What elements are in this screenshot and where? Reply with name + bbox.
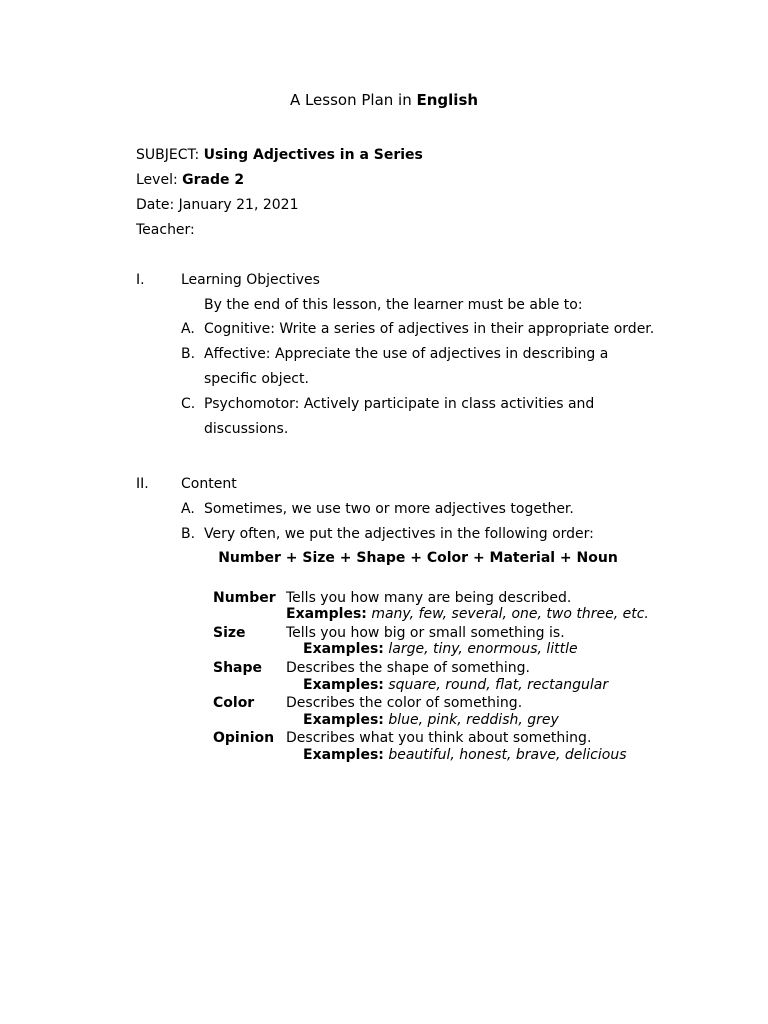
adjective-examples: Examples: beautiful, honest, brave, delicious	[303, 747, 627, 763]
document-title: A Lesson Plan in English	[289, 91, 479, 109]
objective-letter: B.	[181, 346, 196, 362]
section-1-intro: By the end of this lesson, the learner must be able to:	[204, 297, 583, 313]
section-1-heading: Learning Objectives	[181, 272, 320, 288]
adjective-description: Tells you how big or small something is.	[286, 625, 565, 641]
content-text: Sometimes, we use two or more adjectives together.	[204, 501, 574, 517]
adjective-description: Describes the shape of something.	[286, 660, 530, 676]
adjective-term: Size	[213, 625, 246, 641]
adjective-term: Number	[213, 590, 276, 606]
objective-letter: A.	[181, 321, 195, 337]
date-line: Date: January 21, 2021	[136, 197, 299, 213]
objective-text: Psychomotor: Actively participate in class activities and	[204, 396, 595, 412]
adjective-term: Opinion	[213, 730, 275, 746]
content-text: Very often, we put the adjectives in the following order:	[204, 526, 594, 542]
section-2-heading: Content	[181, 476, 237, 492]
adjective-description: Tells you how many are being described.	[286, 590, 572, 606]
objective-text: Cognitive: Write a series of adjectives in their appropriate order.	[204, 321, 655, 337]
adjective-examples: Examples: blue, pink, reddish, grey	[303, 712, 559, 728]
adjective-examples: Examples: large, tiny, enormous, little	[303, 641, 578, 657]
adjective-examples: Examples: many, few, several, one, two three, etc.	[286, 606, 649, 622]
subject-line: SUBJECT: Using Adjectives in a Series	[136, 147, 423, 163]
section-2-numeral: II.	[136, 476, 149, 492]
adjective-description: Describes the color of something.	[286, 695, 523, 711]
objective-text-continued: discussions.	[204, 421, 289, 437]
adjective-term: Shape	[213, 660, 263, 676]
objective-text-continued: specific object.	[204, 371, 309, 387]
teacher-line: Teacher:	[136, 222, 195, 238]
adjective-description: Describes what you think about something.	[286, 730, 592, 746]
content-letter: A.	[181, 501, 195, 517]
adjective-examples: Examples: square, round, flat, rectangular	[303, 677, 609, 693]
adjective-term: Color	[213, 695, 255, 711]
objective-text: Affective: Appreciate the use of adjectives in describing a	[204, 346, 609, 362]
objective-letter: C.	[181, 396, 196, 412]
content-letter: B.	[181, 526, 196, 542]
level-line: Level: Grade 2	[136, 172, 245, 188]
section-1-numeral: I.	[136, 272, 145, 288]
adjective-order-formula: Number + Size + Shape + Color + Material + Noun	[218, 550, 618, 566]
